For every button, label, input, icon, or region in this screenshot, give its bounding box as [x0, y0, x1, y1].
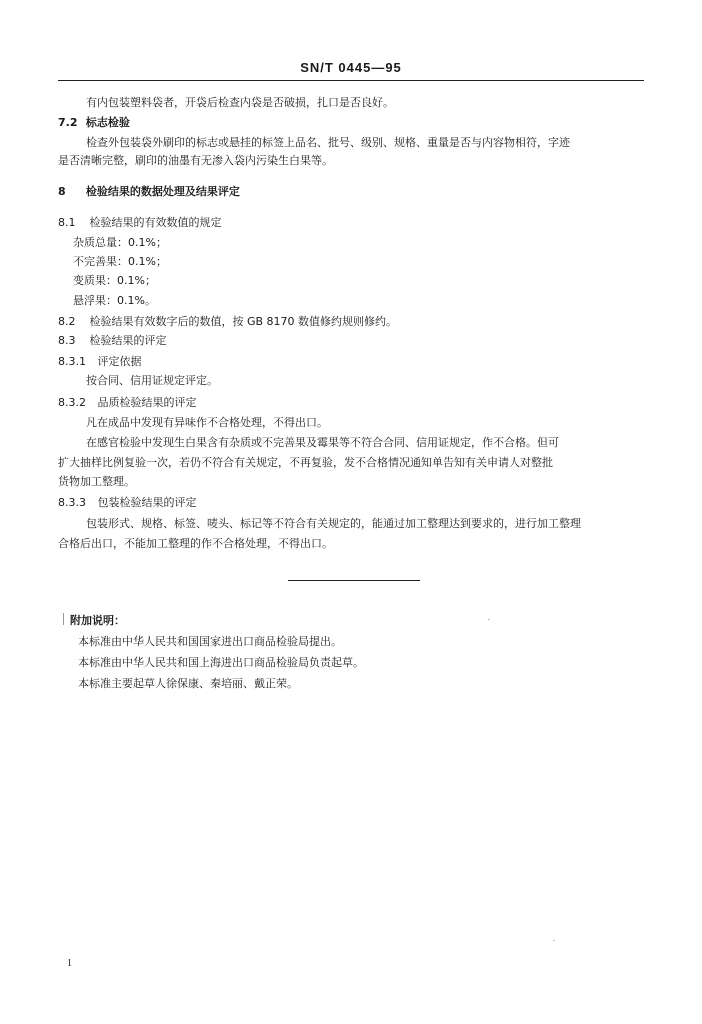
paragraph-line: 合格后出口，不能加工整理的作不合格处理，不得出口。 — [58, 537, 333, 550]
section-heading-8-3-3 — [58, 496, 197, 510]
section-text: 检验结果有效数字后的数值，按 GB 8170 数值修约规则修约。 — [89, 315, 398, 328]
paragraph-line: 按合同、信用证规定评定。 — [86, 374, 218, 387]
section-8-2 — [58, 315, 397, 329]
section-title: 标志检验 — [85, 116, 130, 129]
section-heading-7-2 — [58, 116, 130, 130]
section-heading-8-3-1 — [58, 355, 142, 369]
paragraph-line: 包装形式、规格、标签、唛头、标记等不符合有关规定的，能通过加工整理达到要求的，进行加工整理 — [86, 517, 581, 530]
section-number: 8.1 — [58, 216, 76, 229]
paragraph-line: 有内包装塑料袋者，开袋后检查内袋是否破损，扎口是否良好。 — [86, 96, 394, 109]
section-number: 8.3 — [58, 334, 76, 347]
section-title: 检验结果的评定 — [89, 334, 167, 347]
section-title: 检验结果的有效数值的规定 — [89, 216, 222, 229]
page-number: 1 — [67, 958, 72, 969]
list-item: 悬浮果：0.1%。 — [73, 294, 156, 307]
notes-title: 附加说明： — [70, 614, 125, 627]
section-title: 品质检验结果的评定 — [97, 396, 197, 409]
list-item: 变质果：0.1%； — [73, 274, 156, 287]
paragraph-line: 扩大抽样比例复验一次，若仍不符合有关规定，不再复验，发不合格情况通知单告知有关申请人对整批 — [58, 456, 553, 469]
scan-speck — [553, 940, 555, 941]
section-number: 8.3.3 — [58, 496, 86, 509]
scan-speck — [488, 619, 490, 620]
notes-line: 本标准由中华人民共和国上海进出口商品检验局负责起草。 — [78, 656, 364, 669]
paragraph-line: 是否清晰完整，刷印的油墨有无渗入袋内污染生白果等。 — [58, 154, 333, 167]
section-number: 8.2 — [58, 315, 76, 328]
section-heading-8-3 — [58, 334, 167, 348]
section-number: 8.3.2 — [58, 396, 86, 409]
header-rule — [58, 80, 644, 81]
section-number: 8.3.1 — [58, 355, 86, 368]
list-item: 杂质总量：0.1%； — [73, 236, 167, 249]
section-heading-8-1 — [58, 216, 222, 230]
section-heading-8-3-2 — [58, 396, 197, 410]
section-title: 检验结果的数据处理及结果评定 — [85, 185, 240, 198]
list-item: 不完善果：0.1%； — [73, 255, 167, 268]
section-number: 7.2 — [58, 116, 78, 129]
end-of-text-rule — [288, 580, 420, 581]
section-heading-8 — [58, 185, 240, 199]
standard-number-header: SN/T 0445—95 — [300, 60, 402, 75]
section-title: 包装检验结果的评定 — [97, 496, 197, 509]
paragraph-line: 货物加工整理。 — [58, 475, 135, 488]
notes-line: 本标准主要起草人徐保康、秦培丽、戴正荣。 — [78, 677, 298, 690]
paragraph-line: 在感官检验中发现生白果含有杂质或不完善果及霉果等不符合合同、信用证规定，作不合格。但可 — [86, 436, 559, 449]
margin-mark — [63, 613, 64, 625]
paragraph-line: 凡在成品中发现有异味作不合格处理，不得出口。 — [86, 416, 328, 429]
section-title: 评定依据 — [97, 355, 142, 368]
paragraph-line: 检查外包装袋外刷印的标志或悬挂的标签上品名、批号、级别、规格、重量是否与内容物相符，字迹 — [86, 136, 570, 149]
section-number: 8 — [58, 185, 66, 198]
notes-line: 本标准由中华人民共和国国家进出口商品检验局提出。 — [78, 635, 342, 648]
